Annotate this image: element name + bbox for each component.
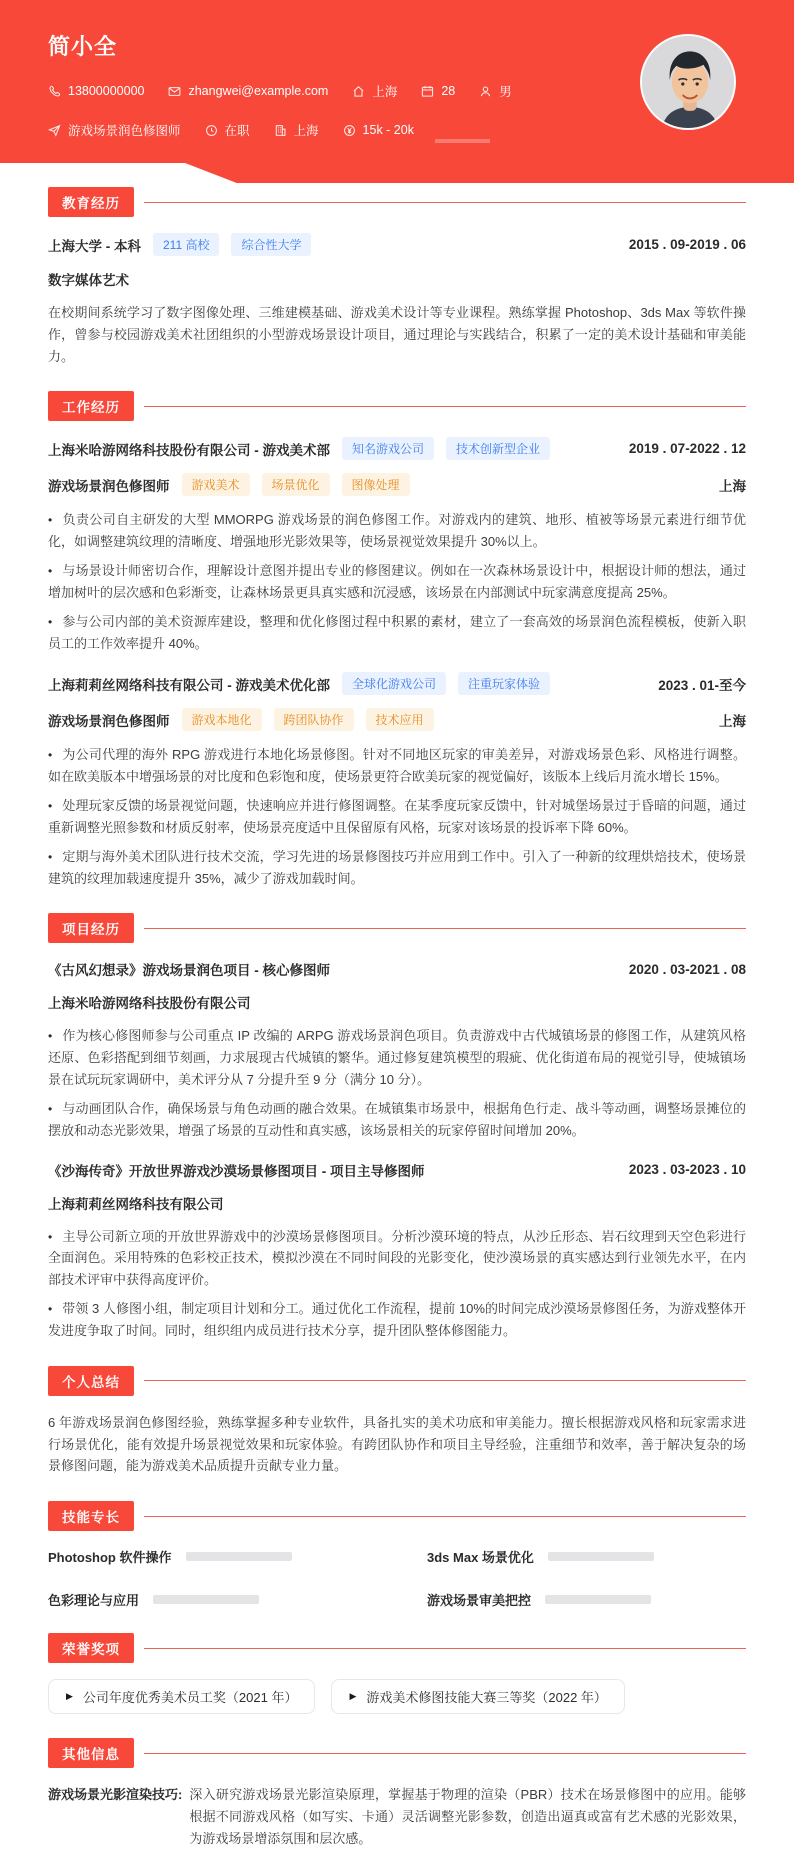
skill-name: 游戏场景审美把控 [427, 1593, 532, 1609]
home-icon [352, 85, 365, 98]
salary-value: 15k - 20k [362, 123, 414, 137]
section-badge-projects: 项目经历 [48, 913, 134, 943]
job-title-value: 游戏场景润色修图师 [68, 124, 181, 138]
gender-item [479, 82, 512, 100]
calendar-icon [421, 85, 434, 98]
work-city-value: 上海 [293, 124, 319, 138]
project-company: 上海莉莉丝网络科技有限公司 [48, 1196, 224, 1212]
other-info-text: 深入研究游戏场景光影渲染原理，掌握基于物理的渲染（PBR）技术在场景修图中的应用。能够根据不同游戏风格（如写实、卡通）灵活调整光影参数，创造出逼真或富有艺术感的光影效果，为游戏场景增添氛围和层次感。 [189, 1787, 746, 1846]
project-bullet: • 作为核心修图师参与公司重点 IP 改编的 ARPG 游戏场景润色项目。负责游戏中古代城镇场景的修图工作，从建筑风格还原、色彩搭配到细节刻画，力求展现古代城镇的繁华。通过修复建筑模型的瑕疵、优化街道布局的视觉引导，使城镇场景在试玩玩家调研中，美术评分从 7 分提升至 9 分（满分 10 分）。 [48, 1028, 746, 1088]
project-entry [48, 959, 746, 1141]
company-name: 上海米哈游网络科技股份有限公司 - 游戏美术部 [48, 442, 330, 458]
skill-name: Photoshop 软件操作 [48, 1550, 172, 1566]
phone-value: 13800000000 [68, 84, 145, 98]
section-badge-skills: 技能专长 [48, 1501, 134, 1531]
section-divider [144, 1380, 746, 1381]
paper-plane-icon [48, 124, 61, 137]
work-bullet: • 为公司代理的海外 RPG 游戏进行本地化场景修图。针对不同地区玩家的审美差异，对游戏场景色彩、风格进行调整。如在欧美版本中增强场景的对比度和色彩饱和度，使场景更符合欧美玩家的视觉偏好，该版本上线后月流水增长 15%。 [48, 747, 746, 785]
status-icon [205, 124, 218, 137]
skill-item [427, 1590, 746, 1609]
work-city-item [274, 121, 319, 139]
section-badge-work: 工作经历 [48, 391, 134, 421]
education-entry [48, 233, 746, 367]
salary-icon [343, 124, 356, 137]
role-tag: 跨团队协作 [274, 708, 354, 731]
section-other [48, 1738, 746, 1768]
award-item [48, 1679, 315, 1714]
award-text: 公司年度优秀美术员工奖（2021 年） [82, 1690, 298, 1706]
other-info-row [48, 1784, 746, 1849]
resume-header [0, 0, 794, 163]
role-tag: 游戏本地化 [182, 708, 262, 731]
work-bullet: • 参与公司内部的美术资源库建设，整理和优化修图过程中积累的素材，建立了一套高效的场景润色流程模板，使新入职员工的工作效率提升 40%。 [48, 613, 746, 651]
project-company: 上海米哈游网络科技股份有限公司 [48, 996, 251, 1012]
role-name: 游戏场景润色修图师 [48, 713, 170, 729]
project-bullet-list [48, 1025, 746, 1141]
company-name: 上海莉莉丝网络科技有限公司 - 游戏美术优化部 [48, 677, 330, 693]
work-bullet: • 负责公司自主研发的大型 MMORPG 游戏场景的润色修图工作。对游戏内的建筑、地形、植被等场景元素进行细节优化，如调整建筑纹理的清晰度、增强地形光影效果等，使场景视觉效果提升 30%以上。 [48, 512, 746, 550]
education-description: 在校期间系统学习了数字图像处理、三维建模基础、游戏美术设计等专业课程。熟练掌握 Photoshop、3ds Max 等软件操作，曾参与校园游戏美术社团组织的小型游戏场景设计项目，通过理论与实践结合，积累了一定的美术设计基础和审美能力。 [48, 305, 746, 364]
project-bullet: • 与动画团队合作，确保场景与角色动画的融合效果。在城镇集市场景中，根据角色行走、战斗等动画，调整场景摊位的摆放和动态光影效果，增强了场景的互动性和真实感，该场景相关的玩家停留时间增加 20%。 [48, 1100, 746, 1138]
project-title: 《沙海传奇》开放世界游戏沙漠场景修图项目 - 项目主导修图师 [48, 1163, 425, 1179]
section-badge-education: 教育经历 [48, 187, 134, 217]
awards-list [48, 1679, 746, 1714]
section-divider [144, 1516, 746, 1517]
other-info-label: 游戏场景光影渲染技巧: [48, 1787, 183, 1803]
major-name: 数字媒体艺术 [48, 273, 129, 288]
work-bullet: • 与场景设计师密切合作，理解设计意图并提出专业的修图建议。例如在一次森林场景设计中，根据设计师的想法，通过增加树叶的层次感和色彩渐变，让森林场景更具真实感和沉浸感，该场景在内部测试中玩家满意度提高 25%。 [48, 563, 746, 600]
contact-row-2 [48, 121, 746, 139]
candidate-name: 简小全 [48, 34, 118, 59]
section-badge-awards: 荣誉奖项 [48, 1633, 134, 1663]
skill-bar [153, 1595, 259, 1604]
section-work [48, 391, 746, 421]
section-badge-summary: 个人总结 [48, 1366, 134, 1396]
company-tag: 全球化游戏公司 [342, 672, 446, 695]
email-value: zhangwei@example.com [188, 84, 329, 98]
age-value: 28 [441, 84, 456, 98]
project-bullet: • 带领 3 人修图小组，制定项目计划和分工。通过优化工作流程，提前 10%的时间完成沙漠场景修图任务，为游戏整体开发进度争取了时间。同时，组织组内成员进行技术分享，提升团队整体修图能力。 [48, 1301, 746, 1338]
skill-item [48, 1590, 367, 1609]
role-tag: 游戏美术 [182, 473, 250, 496]
work-location: 上海 [719, 478, 746, 494]
project-date: 2020 . 03-2021 . 08 [628, 961, 746, 977]
project-date: 2023 . 03-2023 . 10 [628, 1162, 746, 1178]
job-status-value: 在职 [224, 124, 250, 138]
skill-name: 色彩理论与应用 [48, 1593, 140, 1609]
company-tag: 技术创新型企业 [446, 437, 550, 460]
section-badge-other: 其他信息 [48, 1738, 134, 1768]
skill-bar [186, 1552, 292, 1561]
education-tag: 211 高校 [153, 233, 219, 256]
phone-icon [48, 85, 61, 98]
work-date: 2019 . 07-2022 . 12 [628, 441, 746, 457]
skill-name: 3ds Max 场景优化 [427, 1550, 534, 1566]
city-value: 上海 [372, 85, 398, 99]
salary-item [343, 123, 414, 137]
section-summary [48, 1366, 746, 1396]
email-item [168, 84, 328, 98]
work-bullet-list [48, 744, 746, 889]
project-bullet: • 主导公司新立项的开放世界游戏中的沙漠场景修图项目。分析沙漠环境的特点，从沙丘形态、岩石纹理到天空色彩进行全面润色。采用特殊的色彩校正技术，模拟沙漠在不同时间段的光影变化，使沙漠场景的真实感达到行业领先水平，在内部技术评审中获得高度评价。 [48, 1228, 746, 1288]
skill-item [48, 1547, 367, 1566]
triangle-icon: ▶ [349, 1691, 357, 1702]
work-location: 上海 [719, 713, 746, 729]
role-tag: 技术应用 [366, 708, 434, 731]
project-entry [48, 1160, 746, 1342]
company-tag: 注重玩家体验 [458, 672, 550, 695]
company-tag: 知名游戏公司 [342, 437, 434, 460]
work-bullet: • 处理玩家反馈的场景视觉问题，快速响应并进行修图调整。在某季度玩家反馈中，针对城堡场景过于昏暗的问题，通过重新调整光照参数和材质反射率，使场景亮度适中且保留原有风格，玩家对该场景的投诉率下降 60%。 [48, 798, 746, 835]
school-name: 上海大学 - 本科 [48, 238, 141, 254]
age-item [421, 84, 455, 98]
work-bullet: • 定期与海外美术团队进行技术交流，学习先进的场景修图技巧并应用到工作中。引入了一种新的纹理烘焙技术，使场景建筑的纹理加载速度提升 35%，减少了游戏加载时间。 [48, 848, 746, 886]
job-title-item [48, 121, 181, 139]
role-tag: 场景优化 [262, 473, 330, 496]
section-awards [48, 1633, 746, 1663]
section-projects [48, 913, 746, 943]
role-name: 游戏场景润色修图师 [48, 478, 170, 494]
section-education [48, 187, 746, 217]
award-item [331, 1679, 624, 1714]
skill-bar [548, 1552, 654, 1561]
work-date: 2023 . 01-至今 [658, 677, 746, 693]
triangle-icon: ▶ [66, 1691, 73, 1702]
education-tag: 综合性大学 [231, 233, 311, 256]
skills-grid [48, 1547, 746, 1609]
work-entry [48, 437, 746, 654]
work-entry [48, 672, 746, 889]
work-bullet-list [48, 509, 746, 654]
header-diagonal-shape [185, 163, 794, 183]
education-date: 2015 . 09-2019 . 06 [628, 237, 746, 252]
gender-value: 男 [499, 85, 512, 99]
gender-icon [479, 85, 492, 98]
section-divider [144, 1648, 746, 1649]
section-divider [144, 1753, 746, 1754]
skill-item [427, 1547, 746, 1566]
project-title: 《古风幻想录》游戏场景润色项目 - 核心修图师 [48, 963, 330, 979]
section-divider [144, 202, 746, 203]
skill-bar [545, 1595, 651, 1604]
portrait-photo [642, 36, 736, 130]
section-divider [144, 406, 746, 407]
role-tag: 图像处理 [342, 473, 410, 496]
mail-icon [168, 85, 181, 98]
section-skills [48, 1501, 746, 1531]
avatar [640, 34, 736, 130]
job-status-item [205, 121, 250, 139]
project-bullet-list [48, 1226, 746, 1342]
building-icon [274, 124, 287, 137]
section-divider [144, 928, 746, 929]
header-accent-strip [435, 139, 490, 143]
city-item [352, 82, 397, 100]
phone-item [48, 84, 144, 98]
award-text: 游戏美术修图技能大赛三等奖（2022 年） [366, 1690, 607, 1706]
summary-text: 6 年游戏场景润色修图经验，熟练掌握多种专业软件，具备扎实的美术功底和审美能力。擅长根据游戏风格和玩家需求进行场景优化，能有效提升场景视觉效果和玩家体验。有跨团队协作和项目主导经验，注重细节和效率，善于解决复杂的场景修图问题，能为游戏美术品质提升贡献专业力量。 [48, 1414, 746, 1474]
